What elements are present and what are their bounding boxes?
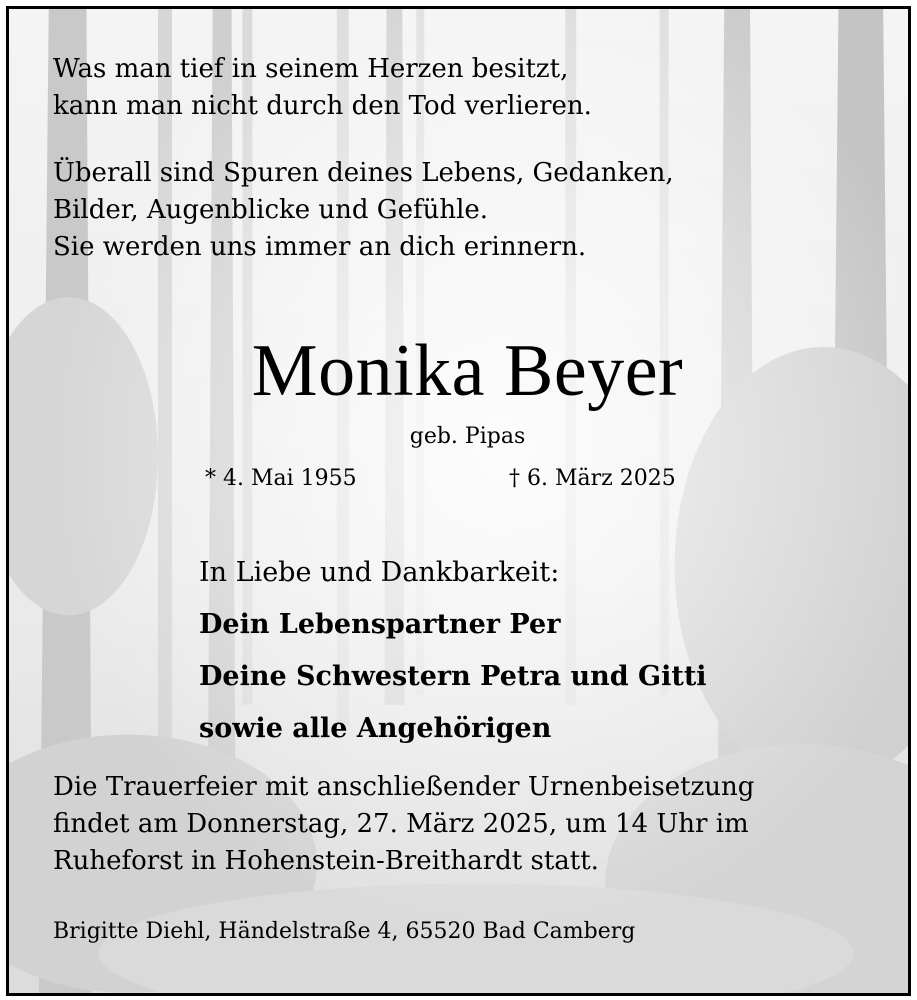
ceremony-line: Ruheforst in Hohenstein-Breithardt statt. (53, 846, 599, 876)
death-date: † 6. März 2025 (509, 466, 676, 491)
contact-address: Brigitte Diehl, Händelstraße 4, 65520 Bad Camberg (53, 919, 636, 944)
quote-line: Überall sind Spuren deines Lebens, Gedanken, (53, 158, 674, 188)
ceremony-info (53, 769, 754, 880)
ceremony-line: Die Trauerfeier mit anschließender Urnenbeisetzung (53, 772, 755, 802)
birth-name: geb. Pipas (409, 424, 526, 449)
mourners-block (199, 547, 707, 755)
obituary-notice (6, 6, 911, 996)
quote-line: Sie werden uns immer an dich erinnern. (53, 232, 587, 262)
deceased-name: Monika Beyer (251, 330, 684, 412)
text-layer (9, 9, 908, 993)
mourner-line: Dein Lebenspartner Per (199, 609, 561, 640)
quote-line: Bilder, Augenblicke und Gefühle. (53, 195, 489, 225)
quote-line: kann man nicht durch den Tod verlieren. (53, 91, 592, 121)
memorial-quote (53, 51, 674, 266)
mourner-line: sowie alle Angehörigen (199, 713, 552, 744)
mourners-intro: In Liebe und Dankbarkeit: (199, 557, 560, 588)
birth-date: * 4. Mai 1955 (205, 466, 357, 491)
quote-line: Was man tief in seinem Herzen besitzt, (53, 54, 569, 84)
ceremony-line: findet am Donnerstag, 27. März 2025, um 14 Uhr im (53, 809, 749, 839)
quote-spacer (53, 125, 674, 155)
mourner-line: Deine Schwestern Petra und Gitti (199, 661, 707, 692)
